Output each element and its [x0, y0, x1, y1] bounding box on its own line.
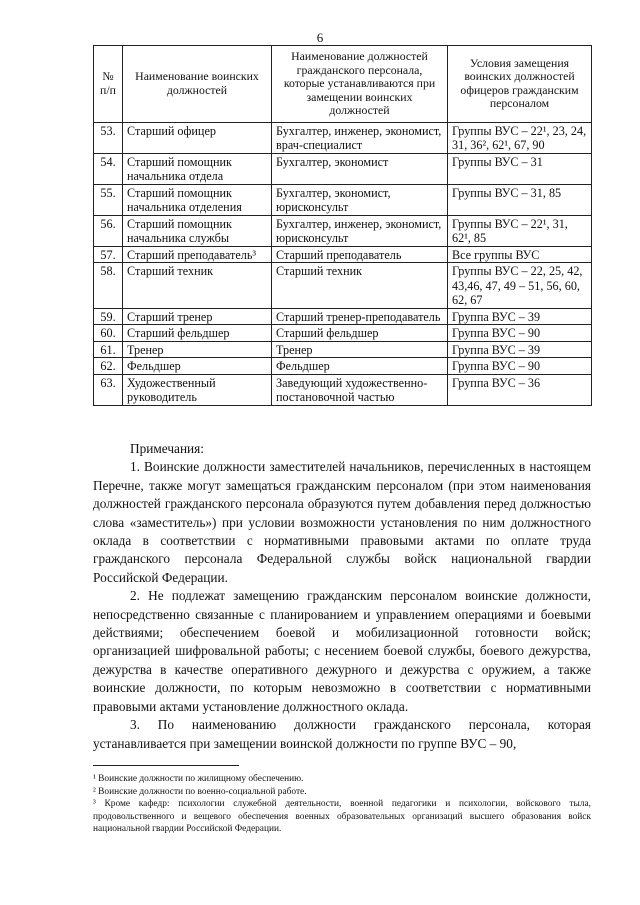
notes-section	[93, 440, 591, 753]
note-paragraph: 3. По наименованию должности гражданского персонала, которая устанавливается при замещении воинской должности по группе ВУС – 90,	[93, 717, 591, 751]
military-position: Старший офицер	[123, 122, 272, 153]
row-number: 54.	[94, 153, 123, 184]
civil-position: Бухгалтер, инженер, экономист, юрисконсульт	[272, 215, 448, 246]
table-row	[94, 215, 592, 246]
civil-position: Старший техник	[272, 263, 448, 309]
conditions: Группа ВУС – 39	[448, 308, 592, 325]
conditions: Группы ВУС – 31, 85	[448, 184, 592, 215]
military-position: Художественный руководитель	[123, 374, 272, 405]
row-number: 61.	[94, 341, 123, 358]
civil-position: Бухгалтер, инженер, экономист, врач-специалист	[272, 122, 448, 153]
military-position: Старший фельдшер	[123, 325, 272, 342]
conditions: Группа ВУС – 39	[448, 341, 592, 358]
positions-table	[93, 45, 592, 406]
civil-position: Заведующий художественно-постановочной частью	[272, 374, 448, 405]
military-position: Старший помощник начальника отделения	[123, 184, 272, 215]
conditions: Группа ВУС – 90	[448, 325, 592, 342]
civil-position: Фельдшер	[272, 358, 448, 375]
civil-position: Бухгалтер, экономист, юрисконсульт	[272, 184, 448, 215]
conditions: Группы ВУС – 22¹, 23, 24, 31, 36², 62¹, 67, 90	[448, 122, 592, 153]
table-row	[94, 153, 592, 184]
table-row	[94, 358, 592, 375]
military-position: Старший помощник начальника отдела	[123, 153, 272, 184]
header-conditions: Условия замещения воинских должностей офицеров гражданским персоналом	[448, 46, 592, 123]
civil-position: Старший преподаватель	[272, 246, 448, 263]
header-num: № п/п	[94, 46, 123, 123]
conditions: Группы ВУС – 22¹, 31, 62¹, 85	[448, 215, 592, 246]
table-row	[94, 374, 592, 405]
footnote: ³ Кроме кафедр: психологии служебной деятельности, военной педагогики и психологии, войскового тыла, продовольственного и вещевого обеспечения военных образовательных организаций высшего образования войск национальной гвардии Российской Федерации.	[93, 799, 591, 835]
table-row	[94, 246, 592, 263]
civil-position: Бухгалтер, экономист	[272, 153, 448, 184]
conditions: Группы ВУС – 31	[448, 153, 592, 184]
military-position: Старший помощник начальника службы	[123, 215, 272, 246]
footnote: ¹ Воинские должности по жилищному обеспечению.	[93, 774, 304, 784]
table-header-row	[94, 46, 592, 123]
row-number: 56.	[94, 215, 123, 246]
row-number: 60.	[94, 325, 123, 342]
civil-position: Старший фельдшер	[272, 325, 448, 342]
conditions: Группы ВУС – 22, 25, 42, 43,46, 47, 49 – 51, 56, 60, 62, 67	[448, 263, 592, 309]
conditions: Группа ВУС – 36	[448, 374, 592, 405]
military-position: Тренер	[123, 341, 272, 358]
row-number: 53.	[94, 122, 123, 153]
table-row	[94, 184, 592, 215]
notes-heading: Примечания:	[130, 441, 204, 456]
page-number: 6	[316, 30, 324, 45]
footnote-separator	[93, 765, 239, 766]
table-row	[94, 325, 592, 342]
conditions: Группа ВУС – 90	[448, 358, 592, 375]
row-number: 62.	[94, 358, 123, 375]
conditions: Все группы ВУС	[448, 246, 592, 263]
row-number: 63.	[94, 374, 123, 405]
footnote: ² Воинские должности по военно-социальной работе.	[93, 786, 307, 797]
row-number: 57.	[94, 246, 123, 263]
military-position: Старший преподаватель³	[123, 246, 272, 263]
military-position: Старший техник	[123, 263, 272, 309]
civil-position: Старший тренер-преподаватель	[272, 308, 448, 325]
military-position: Фельдшер	[123, 358, 272, 375]
note-paragraph: 1. Воинские должности заместителей начальников, перечисленных в настоящем Перечне, также могут замещаться гражданским персоналом (при этом наименования должностей гражданского персонала образуются путем добавления перед должностью слова «заместитель») при условии возможности установления по ним должностного оклада в соответствии с нормативными правовыми актами по оплате труда гражданского персонала Федеральной службы войск национальной гвардии Российской Федерации.	[93, 459, 591, 585]
military-position: Старший тренер	[123, 308, 272, 325]
row-number: 55.	[94, 184, 123, 215]
row-number: 59.	[94, 308, 123, 325]
header-civil-position: Наименование должностей гражданского персонала, которые устанавливаются при замещении воинских должностей	[272, 46, 448, 123]
row-number: 58.	[94, 263, 123, 309]
note-paragraph: 2. Не подлежат замещению гражданским персоналом воинские должности, непосредственно связанные с планированием и управлением операциями и боевыми действиями; обеспечением боевой и мобилизационной готовности войск; организацией шифровальной работы; с несением боевой службы, боевого дежурства, дежурства в качестве оперативного дежурного и дежурства с оружием, а также воинские должности, по которым невозможно в соответствии с нормативными правовыми актами установление должностного оклада.	[93, 588, 591, 714]
table-row	[94, 263, 592, 309]
table-row	[94, 308, 592, 325]
table-row	[94, 341, 592, 358]
header-military-position: Наименование воинских должностей	[123, 46, 272, 123]
footnotes	[93, 773, 591, 836]
table-row	[94, 122, 592, 153]
civil-position: Тренер	[272, 341, 448, 358]
